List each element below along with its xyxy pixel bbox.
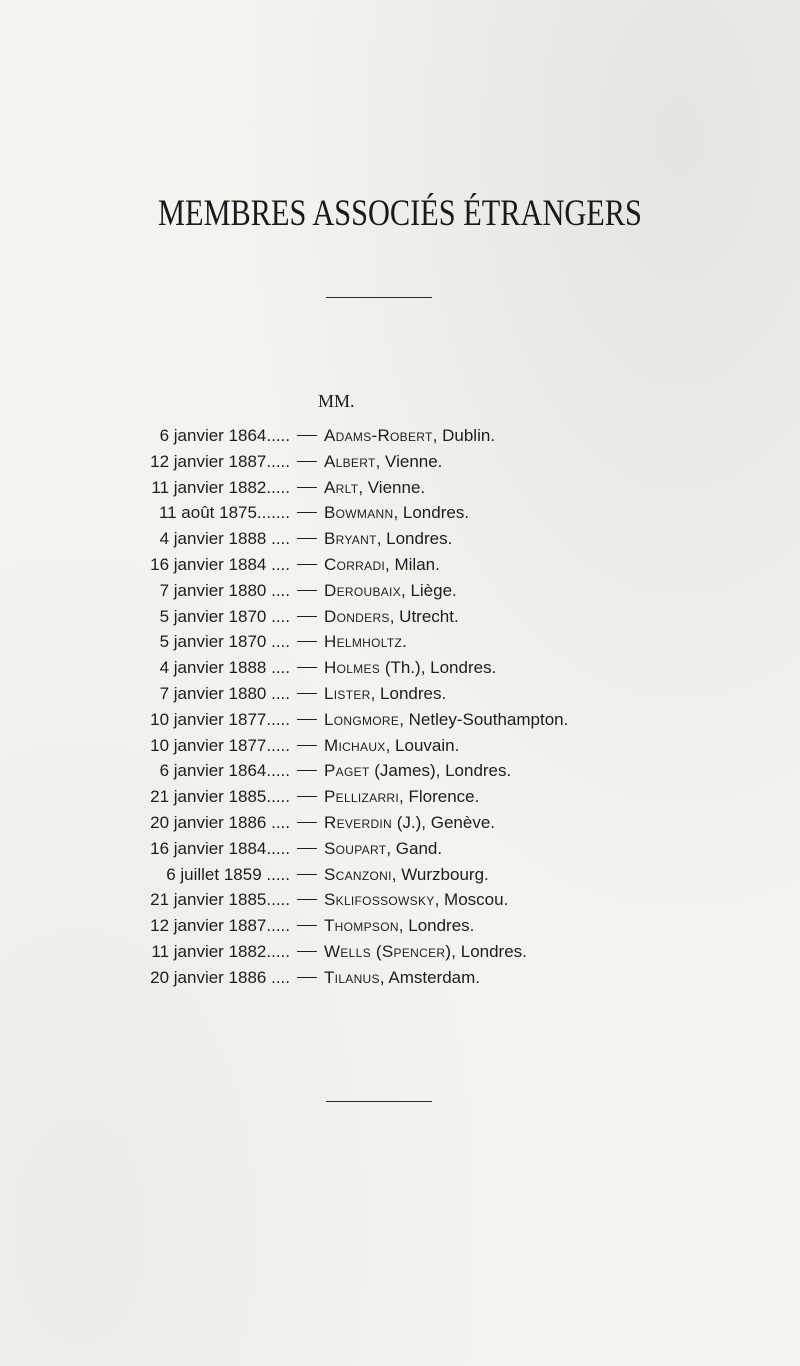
member-place: , Vienne. — [358, 477, 426, 497]
dash-separator — [297, 719, 317, 720]
dash-separator — [297, 461, 317, 462]
member-date: 20 janvier 1886 .... — [150, 812, 290, 832]
member-date: 5 janvier 1870 .... — [159, 606, 290, 626]
dash-separator — [297, 487, 317, 488]
member-date: 4 janvier 1888 .... — [159, 529, 290, 549]
dash-separator — [297, 770, 317, 771]
dash-separator — [297, 641, 317, 642]
member-date: 11 janvier 1882..... — [151, 941, 290, 961]
member-entry — [297, 836, 442, 862]
dash-separator — [297, 512, 317, 513]
dash-separator — [297, 796, 317, 797]
member-entry — [297, 862, 489, 888]
member-entry — [297, 733, 459, 759]
member-name: Paget — [324, 761, 370, 781]
member-entry — [297, 629, 407, 655]
list-item — [0, 500, 800, 526]
member-entry — [297, 604, 459, 630]
list-item — [0, 836, 800, 862]
member-entry — [297, 552, 440, 578]
page-title: MEMBRES ASSOCIÉS ÉTRANGERS — [158, 193, 642, 234]
member-name: Deroubaix — [324, 580, 401, 600]
member-date: 7 janvier 1880 .... — [159, 683, 290, 703]
dash-separator — [297, 693, 317, 694]
list-item — [0, 552, 800, 578]
member-place: , Londres. — [398, 916, 475, 936]
member-name: Longmore — [324, 709, 400, 729]
member-place: , Netley-Southampton. — [399, 709, 569, 729]
member-entry — [297, 913, 474, 939]
member-place: , Wurzbourg. — [391, 864, 489, 884]
member-place: , Gand. — [386, 838, 443, 858]
list-item — [0, 578, 800, 604]
member-date: 7 janvier 1880 .... — [159, 580, 290, 600]
member-name: Soupart — [324, 838, 387, 858]
member-date: 12 janvier 1887..... — [150, 451, 290, 471]
list-item — [0, 423, 800, 449]
member-date: 6 juillet 1859 ..... — [166, 864, 290, 884]
list-item — [0, 629, 800, 655]
member-place: (Th.), Londres. — [380, 658, 497, 678]
member-name: Lister — [324, 683, 371, 703]
list-item — [0, 862, 800, 888]
dash-separator — [297, 616, 317, 617]
list-item — [0, 655, 800, 681]
member-entry — [297, 475, 425, 501]
member-date: 6 janvier 1864..... — [159, 426, 290, 445]
member-place: , Londres. — [393, 503, 470, 523]
member-name: Pellizarri — [324, 787, 400, 807]
member-name: Helmholtz — [324, 632, 403, 652]
dash-separator — [297, 564, 317, 565]
mm-label: MM. — [318, 391, 355, 411]
dash-separator — [297, 951, 317, 952]
member-place: , Londres. — [451, 941, 527, 961]
dash-separator — [297, 899, 317, 900]
member-name: Sklifossowsky — [324, 890, 435, 910]
member-date: 16 janvier 1884 .... — [150, 554, 290, 574]
member-entry — [297, 500, 469, 526]
member-place: , Moscou. — [434, 890, 509, 910]
member-name: Bowmann — [324, 503, 394, 523]
list-item — [0, 681, 800, 707]
member-entry — [297, 887, 508, 913]
member-entry — [297, 784, 479, 810]
member-name: Wells (Spencer) — [324, 941, 452, 961]
dash-separator — [297, 977, 317, 978]
member-place: , Louvain. — [385, 735, 460, 755]
member-place: , Utrecht. — [389, 606, 459, 626]
member-date: 20 janvier 1886 .... — [150, 967, 290, 987]
list-item — [0, 733, 800, 759]
list-item — [0, 810, 800, 836]
member-place: , Londres. — [376, 529, 453, 549]
member-entry — [297, 655, 496, 681]
member-place: (James), Londres. — [369, 761, 512, 781]
list-item — [0, 604, 800, 630]
member-date: 6 janvier 1864..... — [159, 761, 290, 781]
member-place: , Dublin. — [432, 426, 496, 445]
member-date: 5 janvier 1870 .... — [159, 632, 290, 652]
member-name: Bryant — [324, 529, 377, 549]
member-name: Tilanus — [324, 967, 380, 987]
member-date: 11 août 1875....... — [158, 503, 290, 523]
dash-separator — [297, 822, 317, 823]
member-date: 21 janvier 1885..... — [150, 890, 290, 910]
dash-separator — [297, 590, 317, 591]
list-item — [0, 707, 800, 733]
member-entry — [297, 939, 527, 965]
list-item — [0, 758, 800, 784]
member-name: Scanzoni — [324, 864, 392, 884]
member-name: Donders — [324, 606, 390, 626]
list-item — [0, 913, 800, 939]
member-name: Thompson — [324, 916, 399, 936]
dash-separator — [297, 745, 317, 746]
dash-separator — [297, 667, 317, 668]
dash-separator — [297, 925, 317, 926]
member-entry — [297, 758, 511, 784]
member-date: 12 janvier 1887..... — [150, 916, 290, 936]
list-item — [0, 784, 800, 810]
list-item — [0, 526, 800, 552]
member-place: , Londres. — [370, 683, 447, 703]
dash-separator — [297, 874, 317, 875]
member-entry — [297, 423, 495, 449]
member-entry — [297, 449, 442, 475]
member-date: 10 janvier 1877..... — [150, 709, 290, 729]
members-list — [0, 423, 800, 991]
member-date: 16 janvier 1884..... — [150, 838, 290, 858]
member-place: , Vienne. — [375, 451, 443, 471]
member-name: Michaux — [324, 735, 386, 755]
member-place: , Amsterdam. — [379, 967, 480, 987]
member-entry — [297, 526, 452, 552]
member-date: 4 janvier 1888 .... — [159, 658, 290, 678]
list-item — [0, 965, 800, 991]
member-place: , Milan. — [385, 554, 440, 574]
member-entry — [297, 681, 446, 707]
member-name: Arlt — [324, 477, 359, 497]
member-date: 10 janvier 1877..... — [150, 735, 290, 755]
member-place: , Florence. — [399, 787, 480, 807]
list-item — [0, 939, 800, 965]
member-name: Holmes — [324, 658, 381, 678]
member-entry — [297, 578, 457, 604]
dash-separator — [297, 538, 317, 539]
member-place: , Liège. — [401, 580, 457, 600]
member-place: (J.), Genève. — [392, 812, 496, 832]
list-item — [0, 475, 800, 501]
member-date: 11 janvier 1882..... — [151, 477, 290, 497]
member-name: Albert — [324, 451, 376, 471]
member-name: Corradi — [324, 554, 386, 574]
member-entry — [297, 707, 568, 733]
member-name: Adams-Robert — [324, 426, 433, 445]
member-entry — [297, 965, 480, 991]
member-place: . — [402, 632, 407, 652]
list-item — [0, 887, 800, 913]
dash-separator — [297, 435, 317, 436]
member-name: Reverdin — [324, 812, 393, 832]
list-item — [0, 449, 800, 475]
member-entry — [297, 810, 495, 836]
dash-separator — [297, 848, 317, 849]
member-date: 21 janvier 1885..... — [150, 787, 290, 807]
top-divider — [326, 297, 432, 298]
bottom-divider — [326, 1101, 432, 1102]
